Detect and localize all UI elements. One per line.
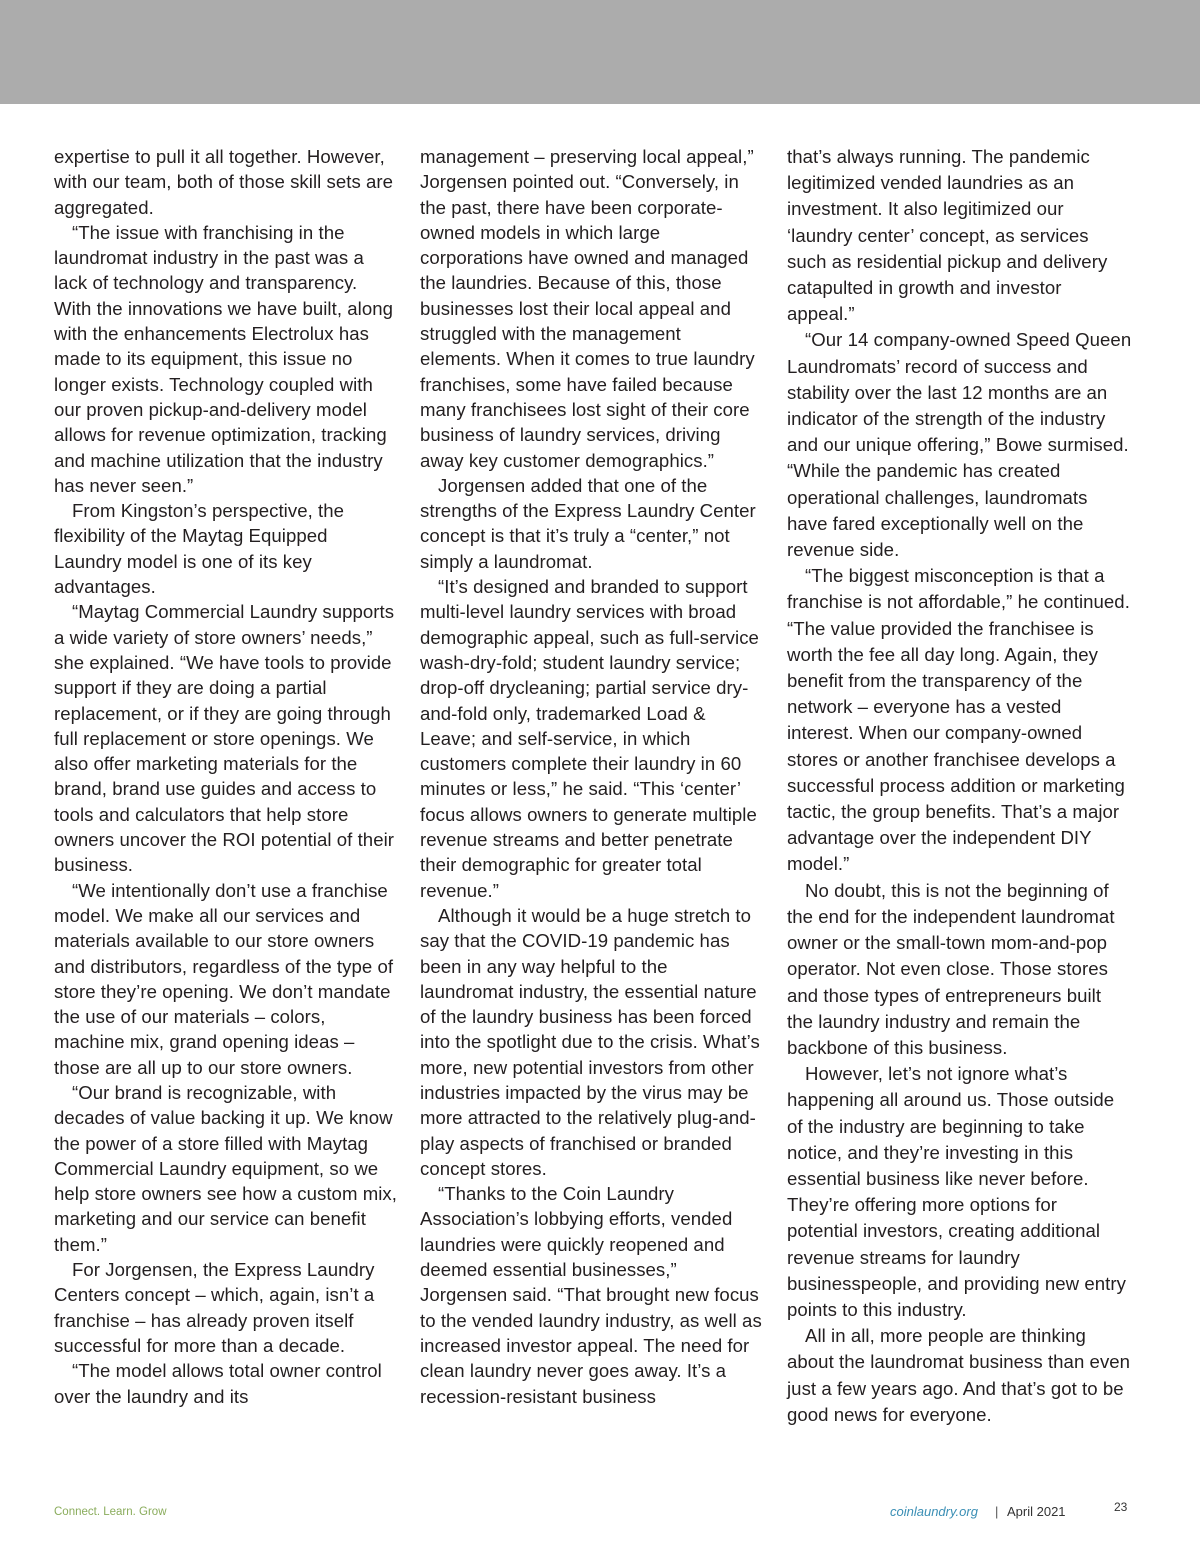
- header-band: [0, 0, 1200, 104]
- paragraph: “The biggest misconception is that a franchise is not affordable,” he continued. “The value provided the franchisee is worth the fee all day long. Again, they benefit from the transparency of the network – everyone has a vested interest. When our company-owned stores or another franchisee develops a successful process addition or marketing tactic, the group benefits. That’s a major advantage over the independent DIY model.”: [787, 565, 1130, 875]
- paragraph: “Our brand is recognizable, with decades of value backing it up. We know the power of a store filled with Maytag Commercial Laundry equipment, so we help store owners see how a custom mix, marketing and our service can benefit them.”: [54, 1081, 397, 1255]
- paragraph: However, let’s not ignore what’s happening all around us. Those outside of the industry are beginning to take notice, and they’re investing in this essential business like never before. They’re offering more options for potential investors, creating additional revenue streams for laundry businesspeople, and providing new entry points to this industry.: [787, 1063, 1126, 1320]
- paragraph: “It’s designed and branded to support multi-level laundry services with broad demographic appeal, such as full-service wash-dry-fold; student laundry service; drop-off drycleaning; partial service dry-and-fold only, trademarked Load & Leave; and self-service, in which customers complete their laundry in 60 minutes or less,” he said. “This ‘center’ focus allows owners to generate multiple revenue streams and better penetrate their demographic for greater total revenue.”: [420, 576, 759, 901]
- paragraph: “Thanks to the Coin Laundry Association’s lobbying efforts, vended laundries were quickly reopened and deemed essential businesses,” Jorgensen said. “That brought new focus to the vended laundry industry, as well as increased investor appeal. The need for clean laundry never goes away. It’s a recession-resistant business: [420, 1183, 762, 1407]
- article-column-3: [787, 144, 1132, 1428]
- footer-tagline: Connect. Learn. Grow: [54, 1506, 167, 1518]
- paragraph: “Maytag Commercial Laundry supports a wide variety of store owners’ needs,” she explained. “We have tools to provide support if they are doing a partial replacement, or if they are going through full replacement or store openings. We also offer marketing materials for the brand, brand use guides and access to tools and calculators that help store owners uncover the ROI potential of their business.: [54, 601, 395, 876]
- paragraph: Jorgensen added that one of the strengths of the Express Laundry Center concept is that it’s truly a “center,” not simply a laundromat.: [420, 474, 756, 572]
- paragraph: “We intentionally don’t use a franchise model. We make all our services and materials available to our store owners and distributors, regardless of the type of store they’re opening. We don’t mandate the use of our materials – colors, machine mix, grand opening ideas – those are all up to our store owners.: [54, 879, 394, 1078]
- paragraph: “The model allows total owner control over the laundry and its: [54, 1360, 382, 1407]
- footer-site-link[interactable]: coinlaundry.org: [890, 1504, 978, 1519]
- paragraph: All in all, more people are thinking about the laundromat business than even just a few years ago. And that’s got to be good news for everyone.: [787, 1325, 1131, 1425]
- paragraph: that’s always running. The pandemic legitimized vended laundries as an investment. It also legitimized our ‘laundry center’ concept, as services such as residential pickup and delivery catapulted in growth and investor appeal.”: [787, 146, 1108, 325]
- article-column-2: [420, 144, 765, 1409]
- footer-issue-date: April 2021: [1007, 1504, 1066, 1519]
- paragraph: management – preserving local appeal,” Jorgensen pointed out. “Conversely, in the past, there have been corporate-owned models in which large corporations have owned and managed the laundries. Because of this, those businesses lost their local appeal and struggled with the management elements. When it comes to true laundry franchises, some have failed because many franchisees lost sight of their core business of laundry services, driving away key customer demographics.”: [420, 146, 755, 471]
- article-column-1: [54, 144, 399, 1409]
- footer-separator: |: [995, 1504, 999, 1519]
- paragraph: From Kingston’s perspective, the flexibility of the Maytag Equipped Laundry model is one of its key advantages.: [54, 500, 345, 598]
- paragraph: No doubt, this is not the beginning of the end for the independent laundromat owner or the small-town mom-and-pop operator. Not even close. Those stores and those types of entrepreneurs built the laundry industry and remain the backbone of this business.: [787, 879, 1115, 1058]
- page-number: 23: [1114, 1500, 1128, 1514]
- paragraph: Although it would be a huge stretch to say that the COVID-19 pandemic has been in any way helpful to the laundromat industry, the essential nature of the laundry business has been forced into the spotlight due to the crisis. What’s more, new potential investors from other industries impacted by the virus may be more attracted to the relatively plug-and-play aspects of franchised or branded concept stores.: [420, 904, 760, 1179]
- paragraph: expertise to pull it all together. However, with our team, both of those skill sets are aggregated.: [54, 146, 394, 218]
- paragraph: “The issue with franchising in the laundromat industry in the past was a lack of technology and transparency. With the innovations we have built, along with the enhancements Electrolux has made to its equipment, this issue no longer exists. Technology coupled with our proven pickup-and-delivery model allows for revenue optimization, tracking and machine utilization that the industry has never seen.”: [54, 221, 394, 496]
- paragraph: For Jorgensen, the Express Laundry Centers concept – which, again, isn’t a franchise – has already proven itself successful for more than a decade.: [54, 1259, 375, 1356]
- paragraph: “Our 14 company-owned Speed Queen Laundromats’ record of success and stability over the last 12 months are an indicator of the strength of the industry and our unique offering,” Bowe surmised. “While the pandemic has created operational challenges, laundromats have fared exceptionally well on the revenue side.: [787, 329, 1132, 561]
